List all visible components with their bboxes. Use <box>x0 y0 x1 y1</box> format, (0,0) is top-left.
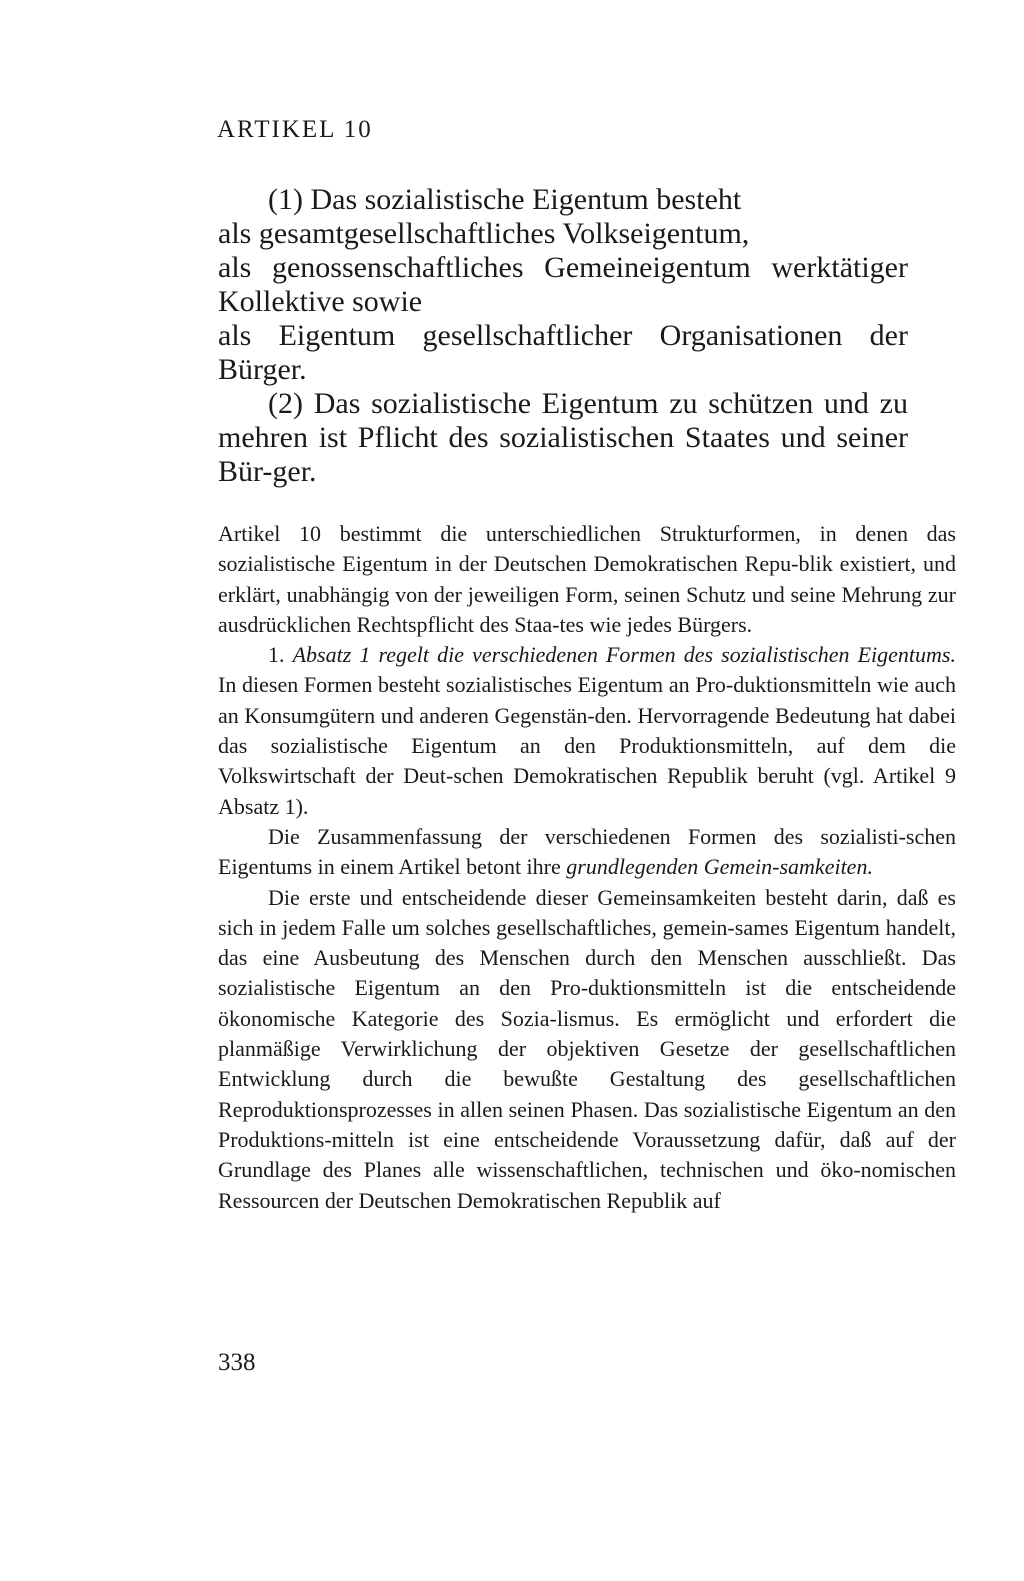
commentary-point-1 <box>218 640 956 822</box>
article-paragraph-1-line-6: Bürger. <box>218 353 307 386</box>
commentary-summary <box>218 822 956 883</box>
commentary-intro: Artikel 10 bestimmt die unterschiedlichen Strukturformen, in denen das sozialistische Eigentum in der Deutschen Demokratischen Repu-blik existiert, und erklärt, unabhängig von der jeweiligen Form, seinen Schutz und seine Mehrung zur ausdrücklichen Rechtspflicht des Staa-tes wie jedes Bürgers. <box>218 521 956 637</box>
point-1-number: 1. <box>268 642 293 668</box>
article-text <box>218 183 908 489</box>
article-heading: ARTIKEL 10 <box>217 116 373 143</box>
article-paragraph-1-line-4: Kollektive sowie <box>218 285 423 318</box>
point-1-body: In diesen Formen besteht sozialistisches Eigentum an Pro-duktionsmitteln wie auch an Konsumgütern und anderen Gegenstän-den. Hervorragende Bedeutung hat dabei das sozialistische Eigentum an den Produktionsmitteln, auf dem die Volkswirtschaft der Deut-schen Demokratischen Republik beruht (vgl. Artikel 9 Absatz 1). <box>218 672 956 819</box>
summary-body: Die Zusammenfassung der verschiedenen Formen des sozialisti-schen Eigentums in einem Artikel betont ihre <box>218 823 956 880</box>
commentary-common-features: Die erste und entscheidende dieser Gemeinsamkeiten besteht darin, daß es sich in jedem Falle um solches gesellschaftliches, gemein-sames Eigentum handelt, das eine Ausbeutung des Menschen durch den Menschen ausschließt. Das sozialistische Eigentum an den Pro-duktionsmitteln ist die entscheidende ökonomische Kategorie des Sozia-lismus. Es ermöglicht und erfordert die planmäßige Verwirklichung der objektiven Gesetze der gesellschaftlichen Entwicklung durch die bewußte Gestaltung des gesellschaftlichen Reproduktionsprozesses in allen seinen Phasen. Das sozialistische Eigentum an den Produktions-mitteln ist eine entscheidende Voraussetzung dafür, daß auf der Grundlage des Planes alle wissenschaftlichen, technischen und öko-nomischen Ressourcen der Deutschen Demokratischen Republik auf <box>218 884 956 1213</box>
commentary-text <box>218 519 956 1216</box>
article-paragraph-1-line-3: als genossenschaftliches Gemeineigentum werktätiger <box>218 251 908 284</box>
page-number: 338 <box>218 1349 256 1376</box>
article-paragraph-1-line-2: als gesamtgesellschaftliches Volkseigentum, <box>218 217 750 250</box>
point-1-italic-heading: Absatz 1 regelt die verschiedenen Formen des sozialistischen Eigentums. <box>292 642 956 668</box>
article-paragraph-2: (2) Das sozialistische Eigentum zu schützen und zu mehren ist Pflicht des sozialistischen Staates und seiner Bür-ger. <box>218 387 908 488</box>
article-paragraph-1-intro: (1) Das sozialistische Eigentum besteht <box>268 183 742 216</box>
article-paragraph-1-line-5: als Eigentum gesellschaftlicher Organisationen der <box>218 319 908 352</box>
summary-italic: grundlegenden Gemein-samkeiten. <box>566 854 873 880</box>
